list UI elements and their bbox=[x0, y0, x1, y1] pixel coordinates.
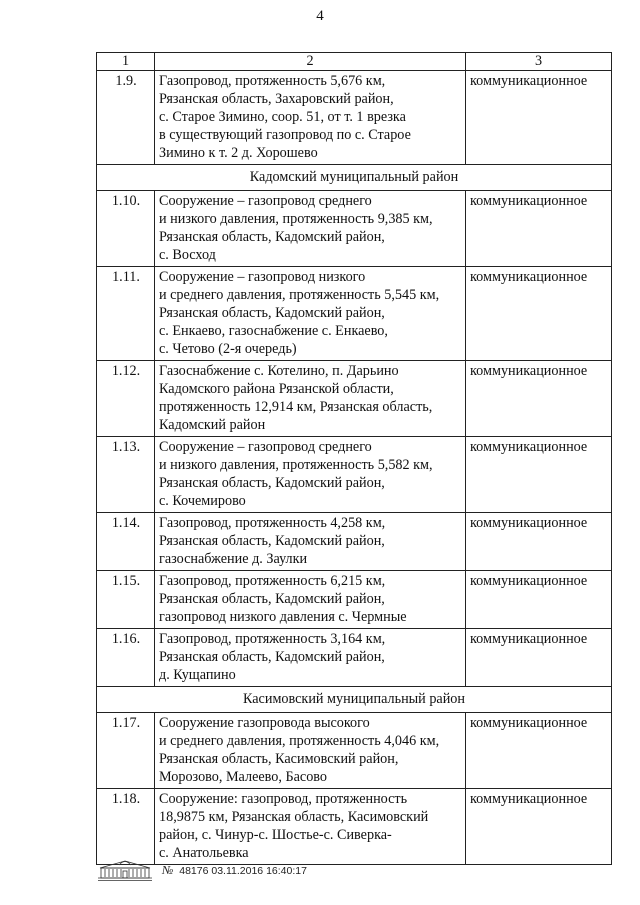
column-header-3: 3 bbox=[466, 53, 612, 71]
item-description: Сооружение – газопровод среднего и низкого давления, протяженность 9,385 км, Рязанская область, Кадомский район, с. Восход bbox=[155, 191, 466, 267]
item-number: 1.10. bbox=[97, 191, 155, 267]
table-row bbox=[97, 789, 612, 865]
item-description: Газопровод, протяженность 4,258 км, Рязанская область, Кадомский район, газоснабжение д. Заулки bbox=[155, 513, 466, 571]
table-row bbox=[97, 437, 612, 513]
column-header-2: 2 bbox=[155, 53, 466, 71]
item-kind: коммуникационное bbox=[466, 361, 612, 437]
item-number: 1.13. bbox=[97, 437, 155, 513]
item-kind: коммуникационное bbox=[466, 629, 612, 687]
item-number: 1.17. bbox=[97, 713, 155, 789]
item-description: Газопровод, протяженность 3,164 км, Рязанская область, Кадомский район, д. Кущапино bbox=[155, 629, 466, 687]
table-row bbox=[97, 513, 612, 571]
document-number: 48176 bbox=[179, 864, 209, 877]
registry-table bbox=[96, 52, 612, 865]
item-kind: коммуникационное bbox=[466, 789, 612, 865]
item-description: Газопровод, протяженность 5,676 км, Рязанская область, Захаровский район, с. Старое Зимино, соор. 51, от т. 1 врезка в существующий газопровод по с. Старое Зимино к т. 2 д. Хорошево bbox=[155, 71, 466, 165]
item-kind: коммуникационное bbox=[466, 571, 612, 629]
section-title: Кадомский муниципальный район bbox=[97, 165, 612, 191]
item-kind: коммуникационное bbox=[466, 513, 612, 571]
table-row bbox=[97, 713, 612, 789]
item-kind: коммуникационное bbox=[466, 191, 612, 267]
item-number: 1.9. bbox=[97, 71, 155, 165]
item-description: Сооружение газопровода высокого и среднего давления, протяженность 4,046 км, Рязанская область, Касимовский район, Морозово, Малеево, Басово bbox=[155, 713, 466, 789]
item-kind: коммуникационное bbox=[466, 713, 612, 789]
footer-stamp bbox=[96, 857, 307, 883]
section-title: Касимовский муниципальный район bbox=[97, 687, 612, 713]
item-number: 1.14. bbox=[97, 513, 155, 571]
item-number: 1.12. bbox=[97, 361, 155, 437]
item-number: 1.15. bbox=[97, 571, 155, 629]
item-number: 1.16. bbox=[97, 629, 155, 687]
item-number: 1.18. bbox=[97, 789, 155, 865]
table-header-row bbox=[97, 53, 612, 71]
page-number: 4 bbox=[316, 8, 324, 24]
item-description: Газопровод, протяженность 6,215 км, Рязанская область, Кадомский район, газопровод низкого давления с. Чермные bbox=[155, 571, 466, 629]
item-kind: коммуникационное bbox=[466, 437, 612, 513]
item-description: Газоснабжение с. Котелино, п. Дарьино Кадомского района Рязанской области, протяженность 12,914 км, Рязанская область, Кадомский район bbox=[155, 361, 466, 437]
column-header-1: 1 bbox=[97, 53, 155, 71]
section-header-row bbox=[97, 165, 612, 191]
stamp-timestamp: 03.11.2016 16:40:17 bbox=[211, 864, 307, 877]
section-header-row bbox=[97, 687, 612, 713]
item-kind: коммуникационное bbox=[466, 71, 612, 165]
table-row bbox=[97, 71, 612, 165]
table-row bbox=[97, 361, 612, 437]
item-description: Сооружение: газопровод, протяженность 18,9875 км, Рязанская область, Касимовский район, с. Чинур-с. Шостье-с. Сиверка- с. Анатольевка bbox=[155, 789, 466, 865]
table-row bbox=[97, 267, 612, 361]
building-logo-icon bbox=[96, 858, 154, 882]
item-description: Сооружение – газопровод среднего и низкого давления, протяженность 5,582 км, Рязанская область, Кадомский район, с. Кочемирово bbox=[155, 437, 466, 513]
item-kind: коммуникационное bbox=[466, 267, 612, 361]
table-row bbox=[97, 571, 612, 629]
table-row bbox=[97, 191, 612, 267]
table-row bbox=[97, 629, 612, 687]
item-number: 1.11. bbox=[97, 267, 155, 361]
item-description: Сооружение – газопровод низкого и среднего давления, протяженность 5,545 км, Рязанская область, Кадомский район, с. Енкаево, газоснабжение с. Енкаево, с. Четово (2-я очередь) bbox=[155, 267, 466, 361]
document-number-prefix: № bbox=[162, 862, 174, 877]
